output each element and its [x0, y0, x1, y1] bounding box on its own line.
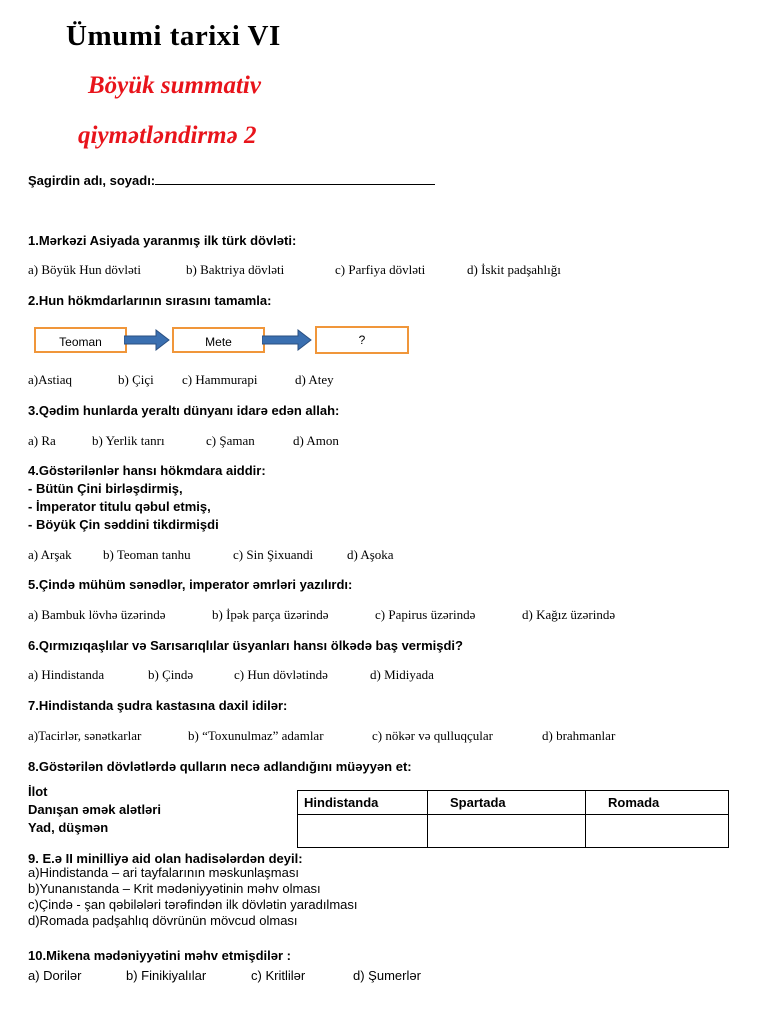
- question-10: 10.Mikena mədəniyyətini məhv etmişdilər :: [28, 948, 291, 963]
- q2-option-a[interactable]: a)Astiaq: [28, 372, 73, 387]
- q6-option-b[interactable]: b) Çində: [148, 667, 194, 682]
- question-8-terms: [28, 783, 161, 837]
- student-name-label: Şagirdin adı, soyadı:: [28, 173, 156, 188]
- slave-term: İlot: [28, 784, 48, 799]
- column-header-hindistan: Hindistanda: [298, 791, 428, 815]
- q9-option-a[interactable]: a)Hindistanda – ari tayfalarının məskunlaşması: [28, 865, 299, 880]
- q4-option-c[interactable]: c) Sin Şixuandi: [233, 547, 314, 562]
- question-8: 8.Göstərilən dövlətlərdə qulların necə adlandığını müəyyən et:: [28, 759, 412, 774]
- slave-term: Danışan əmək alətləri: [28, 802, 161, 817]
- q6-option-c[interactable]: c) Hun dövlətində: [234, 667, 328, 682]
- question-3: 3.Qədim hunlarda yeraltı dünyanı idarə edən allah:: [28, 403, 340, 418]
- answer-cell-sparta[interactable]: [428, 815, 586, 848]
- question-9: 9. E.ə II minilliyə aid olan hadisələrdən deyil:: [28, 851, 303, 866]
- table-row: [298, 815, 729, 848]
- question-5: 5.Çində mühüm sənədlər, imperator əmrləri yazılırdı:: [28, 577, 353, 592]
- q10-option-b[interactable]: b) Finikiyalılar: [126, 968, 207, 983]
- subtitle-line-1: Böyük summativ: [88, 72, 261, 99]
- q4-option-b[interactable]: b) Teoman tanhu: [103, 547, 191, 562]
- column-header-roma: Romada: [586, 791, 729, 815]
- sequence-box-answer[interactable]: ?: [315, 326, 409, 354]
- q1-option-d[interactable]: d) İskit padşahlığı: [467, 262, 561, 277]
- fact-line: - İmperator titulu qəbul etmiş,: [28, 499, 211, 514]
- q7-option-c[interactable]: c) nökər və qulluqçular: [372, 728, 493, 743]
- arrow-icon: [262, 329, 312, 351]
- q1-option-a[interactable]: a) Böyük Hun dövləti: [28, 262, 142, 277]
- question-4-facts: [28, 480, 219, 534]
- q3-option-c[interactable]: c) Şaman: [206, 433, 255, 448]
- answer-cell-hindistan[interactable]: [298, 815, 428, 848]
- q5-option-b[interactable]: b) İpək parça üzərində: [212, 607, 329, 622]
- q3-option-d[interactable]: d) Amon: [293, 433, 339, 448]
- question-7: 7.Hindistanda şudra kastasına daxil idilər:: [28, 698, 288, 713]
- sequence-box-2: Mete: [172, 327, 265, 353]
- table-header-row: [298, 791, 729, 815]
- q2-option-c[interactable]: c) Hammurapi: [182, 372, 258, 387]
- q10-option-a[interactable]: a) Dorilər: [28, 968, 82, 983]
- name-underline[interactable]: [155, 172, 435, 185]
- q5-option-c[interactable]: c) Papirus üzərində: [375, 607, 476, 622]
- page-title: Ümumi tarixi VI: [66, 20, 281, 52]
- q3-option-a[interactable]: a) Ra: [28, 433, 56, 448]
- q1-option-b[interactable]: b) Baktriya dövləti: [186, 262, 285, 277]
- q6-option-a[interactable]: a) Hindistanda: [28, 667, 105, 682]
- q1-option-c[interactable]: c) Parfiya dövləti: [335, 262, 426, 277]
- slave-term: Yad, düşmən: [28, 820, 109, 835]
- fact-line: - Bütün Çini birləşdirmiş,: [28, 481, 183, 496]
- q4-option-d[interactable]: d) Aşoka: [347, 547, 394, 562]
- q10-option-d[interactable]: d) Şumerlər: [353, 968, 421, 983]
- q9-option-b[interactable]: b)Yunanıstanda – Krit mədəniyyətinin məhv olması: [28, 881, 321, 896]
- q5-option-a[interactable]: a) Bambuk lövhə üzərində: [28, 607, 166, 622]
- student-name-field[interactable]: [28, 172, 435, 188]
- q4-option-a[interactable]: a) Arşak: [28, 547, 72, 562]
- question-1: 1.Mərkəzi Asiyada yaranmış ilk türk dövləti:: [28, 233, 297, 248]
- subtitle-line-2: qiymətləndirmə 2: [78, 122, 257, 149]
- question-6: 6.Qırmızıqaşlılar və Sarısarıqlılar üsyanları hansı ölkədə baş vermişdi?: [28, 638, 463, 653]
- q6-option-d[interactable]: d) Midiyada: [370, 667, 434, 682]
- q2-option-b[interactable]: b) Çiçi: [118, 372, 154, 387]
- q9-option-d[interactable]: d)Romada padşahlıq dövrünün mövcud olması: [28, 913, 298, 928]
- sequence-box-1: Teoman: [34, 327, 127, 353]
- question-4: 4.Göstərilənlər hansı hökmdara aiddir:: [28, 463, 266, 478]
- slave-names-table: [297, 790, 729, 848]
- q7-option-d[interactable]: d) brahmanlar: [542, 728, 616, 743]
- answer-cell-roma[interactable]: [586, 815, 729, 848]
- column-header-sparta: Spartada: [428, 791, 586, 815]
- q10-option-c[interactable]: c) Kritlilər: [251, 968, 306, 983]
- q7-option-b[interactable]: b) “Toxunulmaz” adamlar: [188, 728, 324, 743]
- q3-option-b[interactable]: b) Yerlik tanrı: [92, 433, 165, 448]
- arrow-icon: [124, 329, 170, 351]
- q9-option-c[interactable]: c)Çində - şan qəbilələri tərəfindən ilk dövlətin yaradılması: [28, 897, 358, 912]
- question-9-options: [28, 865, 358, 929]
- q2-option-d[interactable]: d) Atey: [295, 372, 334, 387]
- q5-option-d[interactable]: d) Kağız üzərində: [522, 607, 616, 622]
- fact-line: - Böyük Çin səddini tikdirmişdi: [28, 517, 219, 532]
- question-2: 2.Hun hökmdarlarının sırasını tamamla:: [28, 293, 272, 308]
- q7-option-a[interactable]: a)Tacirlər, sənətkarlar: [28, 728, 142, 743]
